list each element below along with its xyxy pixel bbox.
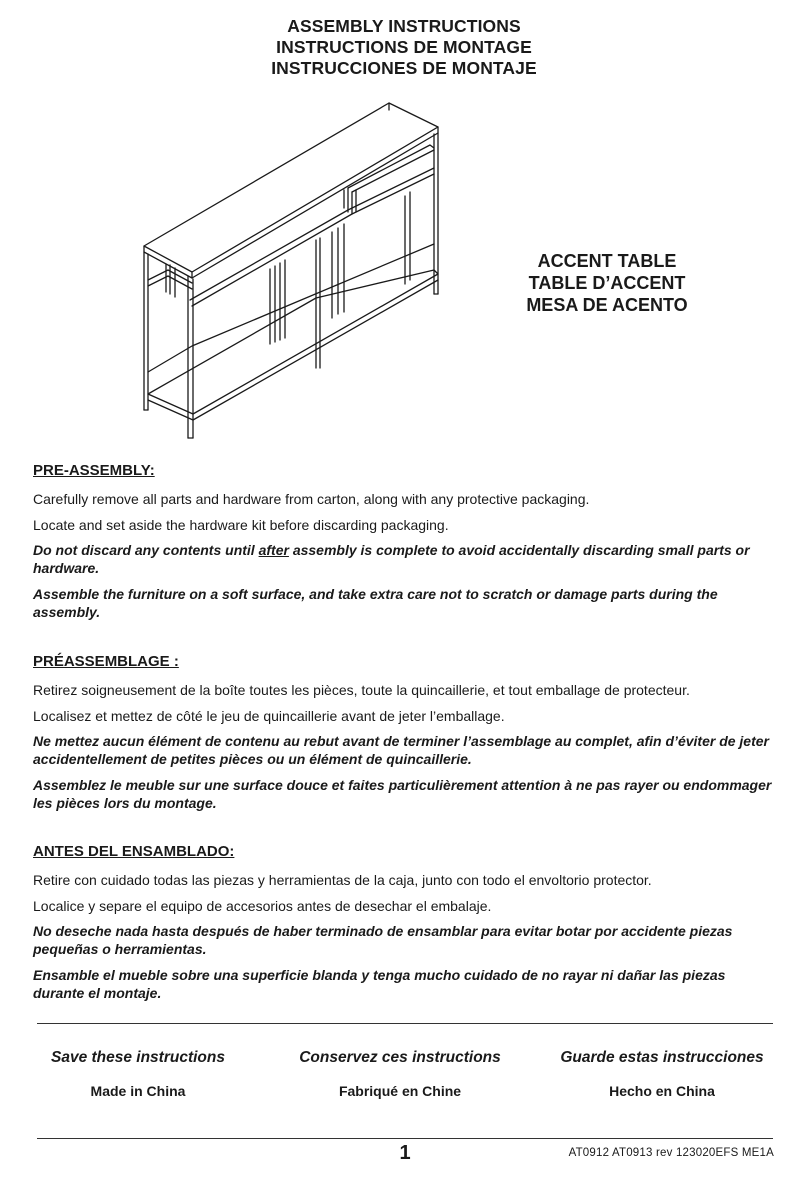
product-name-spanish: MESA DE ACENTO (526, 295, 688, 315)
instruction-paragraph: Retirez soigneusement de la boîte toutes les pièces, toute la quincaillerie, et tout emballage de protecteur. (33, 682, 690, 698)
product-name-french: TABLE D’ACCENT (528, 273, 686, 293)
instruction-paragraph: Locate and set aside the hardware kit before discarding packaging. (33, 516, 449, 533)
instruction-paragraph: Carefully remove all parts and hardware from carton, along with any protective packaging. (33, 491, 590, 507)
warning-paragraph: Ne mettez aucun élément de contenu au rebut avant de terminer l’assemblage au complet, afin d’éviter de jeter accidentellement de petites pièces ou un élément de quincaillerie. (33, 733, 769, 767)
footer-french (272, 1048, 528, 1100)
title-french: INSTRUCTIONS DE MONTAGE (276, 37, 532, 57)
document-title (0, 16, 808, 79)
title-spanish: INSTRUCCIONES DE MONTAJE (271, 58, 537, 78)
instruction-paragraph: Localisez et mettez de côté le jeu de quincaillerie avant de jeter l’emballage. (33, 707, 505, 724)
model-code: AT0912 AT0913 rev 123020EFS ME1A (568, 1147, 774, 1159)
warning-paragraph: Assemblez le meuble sur une surface douce et faites particulièrement attention à ne pas rayer ou endommager les pièces lors du montage. (33, 777, 772, 811)
country-of-origin: Made in China (90, 1083, 186, 1099)
section-heading: PRÉASSEMBLAGE : (33, 653, 179, 670)
section-heading: PRE-ASSEMBLY: (33, 462, 155, 479)
footer-spanish (534, 1048, 790, 1100)
pre-assembly-section-spanish (33, 843, 773, 1011)
instruction-paragraph: Localice y separe el equipo de accesorios antes de desechar el embalaje. (33, 897, 492, 914)
product-name-english: ACCENT TABLE (537, 251, 677, 271)
save-instructions-note: Conservez ces instructions (299, 1049, 501, 1066)
warning-paragraph: Ensamble el mueble sobre una superficie blanda y tenga mucho cuidado de no rayar ni dañar las piezas durante el montaje. (33, 967, 726, 1001)
pre-assembly-section-french (33, 653, 773, 821)
title-english: ASSEMBLY INSTRUCTIONS (287, 16, 521, 36)
emphasis-word: after (258, 542, 289, 558)
country-of-origin: Fabriqué en Chine (338, 1083, 462, 1099)
warning-paragraph (33, 542, 773, 577)
divider (37, 1023, 773, 1024)
page-number: 1 (399, 1142, 411, 1164)
section-heading: ANTES DEL ENSAMBLADO: (33, 843, 235, 860)
divider (37, 1138, 773, 1139)
save-instructions-note: Save these instructions (50, 1049, 225, 1066)
warning-paragraph: No deseche nada hasta después de haber terminado de ensamblar para evitar botar por accidente piezas pequeñas o herramientas. (33, 923, 733, 957)
save-instructions-note: Guarde estas instrucciones (560, 1049, 764, 1066)
footer-english (10, 1048, 266, 1100)
instruction-paragraph: Retire con cuidado todas las piezas y herramientas de la caja, junto con todo el envoltorio protector. (33, 872, 652, 888)
warning-text: Do not discard any contents until (33, 542, 259, 558)
country-of-origin: Hecho en China (609, 1083, 715, 1099)
product-name (500, 250, 714, 316)
warning-text: assembly is complete to avoid accidentally discarding small parts or hardware. (33, 542, 750, 576)
accent-table-line-drawing-icon (128, 96, 458, 444)
pre-assembly-section-english (33, 462, 773, 630)
warning-paragraph: Assemble the furniture on a soft surface, and take extra care not to scratch or damage parts during the assembly. (33, 586, 718, 620)
